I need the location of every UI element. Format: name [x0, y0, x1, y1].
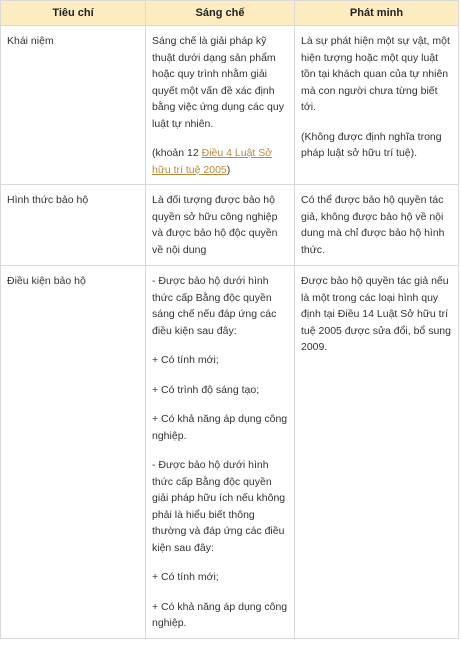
criterion-cell: Hình thức bảo hộ [1, 185, 146, 266]
invention-cell: Là đối tượng được bảo hộ quyền sở hữu công nghiệp và được bảo hộ độc quyền về nội dung [146, 185, 295, 266]
criterion-cell: Khái niệm [1, 26, 146, 185]
condition-item: + Có khả năng áp dụng công nghiệp. [152, 600, 288, 629]
invention-legal-reference [152, 145, 288, 178]
condition-item: + Có tính mới; [152, 354, 219, 366]
condition-item: - Được bảo hộ dưới hình thức cấp Bằng độc quyền sáng chế nếu đáp ứng các điều kiện sau đây: [152, 275, 277, 337]
invention-cell [146, 26, 295, 185]
header-invention: Sáng chế [146, 1, 295, 26]
condition-item: + Có tính mới; [152, 571, 219, 583]
criterion-cell: Điều kiện bảo hộ [1, 266, 146, 639]
reference-suffix: ) [226, 163, 231, 176]
header-discovery: Phát minh [295, 1, 459, 26]
discovery-cell: Có thể được bảo hộ quyền tác giả, không được bảo hộ về nội dung mà chỉ được bảo hộ hình thức. [295, 185, 459, 266]
condition-item: + Có trình độ sáng tạo; [152, 383, 260, 396]
invention-concept-text: Sáng chế là giải pháp kỹ thuật dưới dạng sản phẩm hoặc quy trình nhằm giải quyết một vấn đề xác định bằng việc ứng dụng các quy luật tự nhiên. [152, 35, 284, 130]
condition-item: + Có khả năng áp dụng công nghiệp. [152, 413, 288, 442]
discovery-cell [295, 26, 459, 185]
discovery-cell: Được bảo hộ quyền tác giả nếu là một trong các loại hình quy định tại Điều 14 Luật Sở hữu trí tuệ 2005 được sửa đổi, bổ sung 2009. [295, 266, 459, 639]
invention-cell [146, 266, 295, 639]
table-row [1, 26, 459, 185]
law-article-link[interactable]: Điều 4 Luật Sở hữu trí tuệ 2005 [152, 147, 273, 176]
header-row [1, 1, 459, 26]
condition-item: - Được bảo hộ dưới hình thức cấp Bằng độc quyền giải pháp hữu ích nếu không phải là hiểu biết thông thường và đáp ứng các điều kiện sau đây: [152, 459, 286, 554]
discovery-note-text: (Không được định nghĩa trong pháp luật sở hữu trí tuệ). [301, 130, 442, 159]
table-row [1, 266, 459, 639]
header-criterion: Tiêu chí [1, 1, 146, 26]
table-row [1, 185, 459, 266]
discovery-concept-text: Là sự phát hiện một sự vật, một hiện tượng hoặc một quy luật tồn tại khách quan của tự nhiên mà con người chưa từng biết tới. [301, 35, 450, 113]
reference-prefix: (khoản 12 [152, 147, 202, 159]
